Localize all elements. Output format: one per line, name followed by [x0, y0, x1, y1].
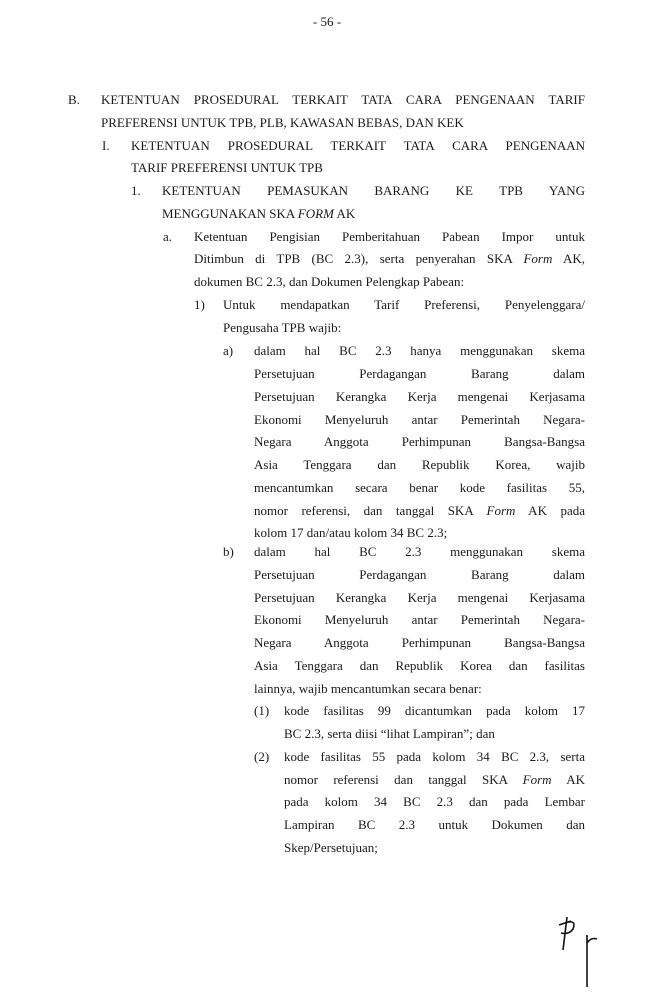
text-line: [284, 701, 585, 721]
text-line: [254, 610, 585, 630]
text-line: [284, 770, 585, 790]
text-line: [254, 501, 585, 521]
text-segment: KETENTUAN PROSEDURAL TERKAIT TATA CARA PENGENAAN: [131, 137, 585, 153]
italic-text: Form: [522, 771, 552, 787]
text-segment: PREFERENSI UNTUK TPB, PLB, KAWASAN BEBAS, DAN KEK: [101, 114, 464, 130]
text-segment: KETENTUAN PEMASUKAN BARANG KE TPB YANG: [162, 183, 585, 198]
text-segment: Persetujuan Kerangka Kerja mengenai Kerjasama: [254, 388, 585, 404]
text-line: [254, 432, 585, 452]
text-segment: Ditimbun di TPB (BC 2.3), serta penyerahan SKA: [194, 251, 524, 267]
text-line: [254, 565, 585, 585]
text-segment: BC 2.3, serta diisi “lihat Lampiran”; dan: [284, 726, 495, 741]
page-number: - 56 -: [312, 14, 342, 29]
text-line: [131, 136, 585, 156]
text-line: [284, 815, 585, 835]
text-line: [254, 387, 585, 407]
text-line: [194, 227, 585, 247]
text-segment: nomor referensi dan tanggal SKA: [284, 771, 523, 787]
text-segment: AK: [551, 771, 585, 787]
text-segment: Persetujuan Perdagangan Barang dalam: [254, 366, 585, 381]
list-marker: a.: [163, 228, 173, 244]
italic-text: Form: [486, 502, 516, 518]
text-segment: Lampiran BC 2.3 untuk Dokumen dan: [284, 817, 585, 832]
text-segment: lainnya, wajib mencantumkan secara benar:: [254, 680, 482, 696]
text-line: [223, 295, 585, 315]
text-segment: kode fasilitas 99 dicantumkan pada kolom 17: [284, 703, 585, 719]
text-segment: MENGGUNAKAN SKA: [162, 205, 298, 221]
text-segment: dokumen BC 2.3, dan Dokumen Pelengkap Pabean:: [194, 274, 465, 289]
text-line: [284, 792, 585, 812]
text-segment: Asia Tenggara dan Republik Korea dan fasilitas: [254, 657, 585, 673]
text-segment: KETENTUAN PROSEDURAL TERKAIT TATA CARA PENGENAAN TARIF: [101, 92, 585, 107]
text-segment: Ekonomi Menyeluruh antar Pemerintah Negara-: [254, 411, 585, 427]
text-segment: Negara Anggota Perhimpunan Bangsa-Bangsa: [254, 635, 585, 650]
text-segment: Ekonomi Menyeluruh antar Pemerintah Negara-: [254, 612, 585, 628]
text-line: [284, 724, 585, 744]
italic-text: FORM: [297, 205, 334, 221]
text-line: [284, 838, 585, 858]
text-segment: mencantumkan secara benar kode fasilitas 55,: [254, 479, 585, 495]
text-line: [194, 249, 585, 269]
text-segment: dalam hal BC 2.3 hanya menggunakan skema: [254, 343, 585, 359]
text-segment: Skep/Persetujuan;: [284, 839, 378, 855]
list-marker: (2): [254, 748, 270, 764]
text-segment: Pengusaha TPB wajib:: [223, 319, 342, 335]
text-segment: pada kolom 34 BC 2.3 dan pada Lembar: [284, 794, 585, 810]
text-line: [254, 656, 585, 676]
text-segment: nomor referensi, dan tanggal SKA: [254, 502, 487, 518]
text-segment: TARIF PREFERENSI UNTUK TPB: [131, 160, 323, 176]
text-segment: Asia Tenggara dan Republik Korea, wajib: [254, 457, 585, 472]
text-segment: Persetujuan Perdagangan Barang dalam: [254, 566, 585, 582]
text-segment: Negara Anggota Perhimpunan Bangsa-Bangsa: [254, 434, 585, 450]
text-line: [101, 90, 585, 110]
text-line: [162, 181, 585, 201]
text-segment: dalam hal BC 2.3 menggunakan skema: [254, 544, 585, 559]
text-segment: kode fasilitas 55 pada kolom 34 BC 2.3, serta: [284, 748, 585, 764]
text-line: [223, 318, 585, 338]
text-line: [254, 364, 585, 384]
text-line: [254, 341, 585, 361]
list-marker: 1.: [131, 183, 141, 198]
text-segment: AK: [333, 205, 356, 221]
text-line: [284, 747, 585, 767]
list-marker: a): [223, 343, 234, 359]
italic-text: Form: [523, 251, 553, 267]
text-segment: AK,: [552, 251, 585, 267]
text-line: [254, 679, 585, 699]
text-line: [254, 455, 585, 475]
text-line: [254, 478, 585, 498]
list-marker: (1): [254, 703, 270, 719]
list-marker: b): [223, 544, 234, 559]
text-line: [162, 204, 585, 224]
text-line: [101, 113, 585, 133]
text-line: [254, 633, 585, 653]
text-segment: AK pada: [515, 502, 585, 518]
text-line: [254, 410, 585, 430]
text-line: [194, 272, 585, 292]
text-line: [254, 542, 585, 562]
list-marker: I.: [102, 137, 110, 153]
text-segment: Untuk mendapatkan Tarif Preferensi, Penyelenggara/: [223, 296, 585, 312]
text-segment: Ketentuan Pengisian Pemberitahuan Pabean Impor untuk: [194, 228, 585, 244]
text-segment: kolom 17 dan/atau kolom 34 BC 2.3;: [254, 525, 448, 541]
list-marker: B.: [68, 92, 80, 107]
text-line: [254, 523, 585, 543]
list-marker: 1): [194, 296, 205, 312]
text-line: [131, 158, 585, 178]
signature-initials: [555, 915, 605, 990]
text-segment: Persetujuan Kerangka Kerja mengenai Kerjasama: [254, 589, 585, 605]
text-line: [254, 588, 585, 608]
